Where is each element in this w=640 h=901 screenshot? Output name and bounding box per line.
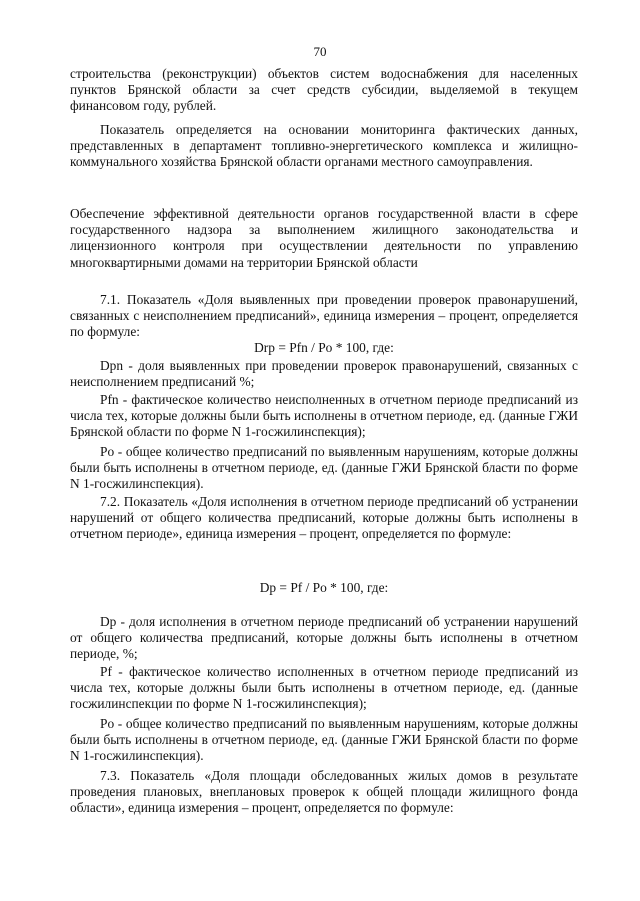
definition-dpn: Dpn - доля выявленных при проведении проверок правонарушений, связанных с неисполнением предписаний %; [70, 358, 578, 390]
paragraph-monitoring: Показатель определяется на основании мониторинга фактических данных, представленных в департамент топливно-энергетического комплекса и жилищно-коммунального хозяйства Брянской области органами местного самоуправления. [70, 122, 578, 170]
paragraph-7-3: 7.3. Показатель «Доля площади обследованных жилых домов в результате проведения плановых, внеплановых проверок к общей площади жилищного фонда области», единица измерения – процент, определяется по формуле: [70, 768, 578, 816]
paragraph-continuation: строительства (реконструкции) объектов систем водоснабжения для населенных пунктов Брянской области за счет средств субсидии, выделяемой в текущем финансовом году, рублей. [70, 66, 578, 114]
definition-pf: Pf - фактическое количество исполненных в отчетном периоде предписаний из числа тех, которые должны были быть исполнены в отчетном периоде, ед. (данные госжилинспекции по форме N 1-госжилинспекция); [70, 664, 578, 712]
paragraph-7-1: 7.1. Показатель «Доля выявленных при проведении проверок правонарушений, связанных с неисполнением предписаний», единица измерения – процент, определяется по формуле: [70, 292, 578, 340]
paragraph-7-2: 7.2. Показатель «Доля исполнения в отчетном периоде предписаний об устранении нарушений от общего количества предписаний, которые должны быть исполнены в отчетном периоде», единица измерения – процент, определяется по формуле: [70, 494, 578, 542]
definition-po-2: Po - общее количество предписаний по выявленным нарушениям, которые должны были быть исполнены в отчетном периоде, ед. (данные ГЖИ Брянской бласти по форме N 1-госжилинспекция). [70, 716, 578, 764]
section-heading: Обеспечение эффективной деятельности органов государственной власти в сфере государственного надзора за выполнением жилищного законодательства и лицензионного контроля при осуществлении деятельности по управлению многоквартирными домами на территории Брянской области [70, 206, 578, 270]
page-number: 70 [313, 44, 327, 59]
definition-pfn: Pfn - фактическое количество неисполненных в отчетном периоде предписаний из числа тех, которые должны были быть исполнены в отчетном периоде, ед. (данные ГЖИ Брянской области по форме N 1-госжилинспекция); [70, 392, 578, 440]
formula-drp: Drp = Pfn / Po * 100, где: [254, 340, 394, 355]
formula-dp: Dp = Pf / Po * 100, где: [259, 580, 389, 595]
definition-dp: Dp - доля исполнения в отчетном периоде предписаний об устранении нарушений от общего количества предписаний, которые должны быть исполнены в отчетном периоде, %; [70, 614, 578, 662]
definition-po-1: Po - общее количество предписаний по выявленным нарушениям, которые должны были быть исполнены в отчетном периоде, ед. (данные ГЖИ Брянской бласти по форме N 1-госжилинспекция). [70, 444, 578, 492]
